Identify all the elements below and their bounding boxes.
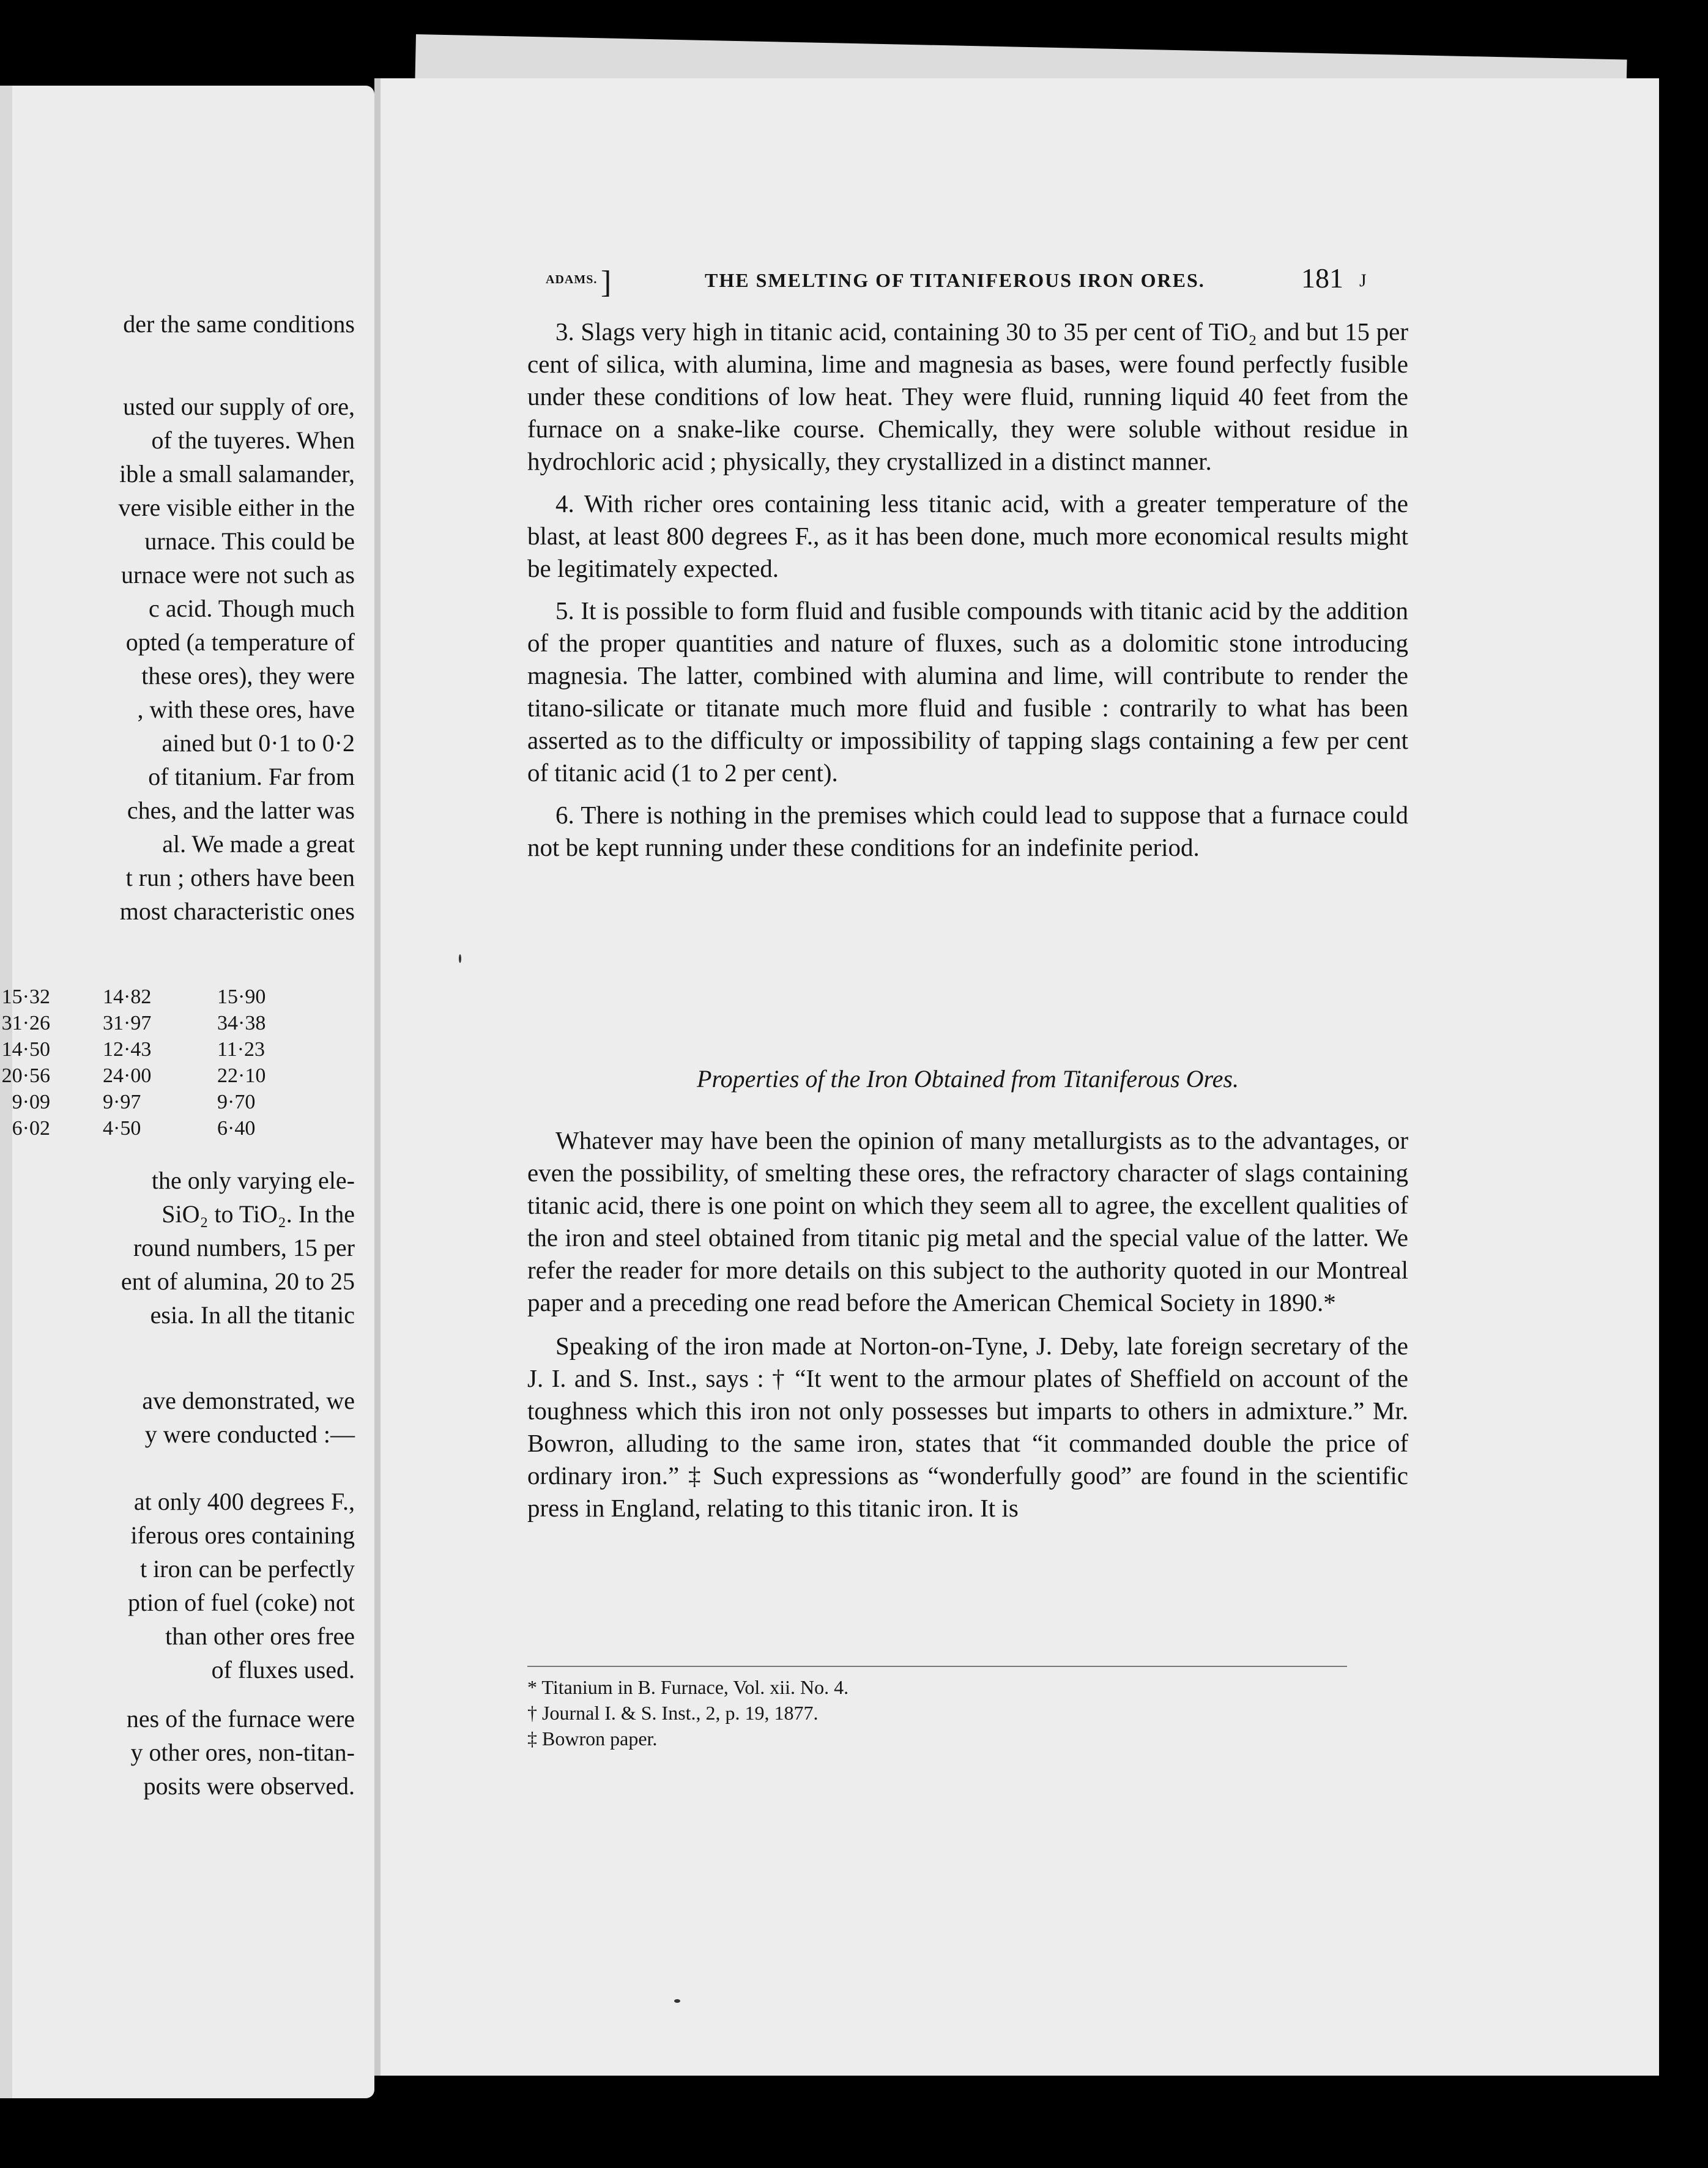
- ink-speck: [674, 1999, 680, 2003]
- left-text-line: , with these ores, have: [137, 696, 355, 723]
- iron-properties-section: [527, 1124, 1408, 1524]
- header-title: THE SMELTING OF TITANIFEROUS IRON ORES.: [705, 269, 1205, 291]
- left-text-line: opted (a temperature of: [125, 628, 355, 656]
- left-text-line: y other ores, non-titan-: [130, 1739, 355, 1766]
- table-cell: 9·97: [103, 1091, 141, 1113]
- section-heading: Properties of the Iron Obtained from Titaniferous Ores.: [697, 1065, 1239, 1093]
- table-cell: 14·82: [103, 986, 152, 1008]
- table-cell: 11·23: [217, 1038, 265, 1061]
- left-text-line: ption of fuel (coke) not: [128, 1589, 355, 1616]
- header-mark: J: [1359, 270, 1367, 291]
- footnote: ‡ Bowron paper.: [527, 1728, 658, 1750]
- header-author: ADAMS.: [546, 273, 598, 286]
- left-text-line: der the same conditions: [123, 310, 355, 338]
- footnote: * Titanium in B. Furnace, Vol. xii. No. 4.: [527, 1676, 849, 1698]
- running-header: [381, 262, 1659, 305]
- left-text-line: the only varying ele-: [151, 1167, 355, 1194]
- table-row: [0, 1011, 294, 1036]
- left-text-line: of the tuyeres. When: [151, 426, 355, 454]
- left-text-line: ent of alumina, 20 to 25: [121, 1268, 355, 1295]
- table-cell: 9·70: [217, 1091, 256, 1113]
- left-text-line: y were conducted :—: [144, 1420, 355, 1448]
- left-text-line: than other ores free: [165, 1622, 355, 1650]
- page-number: 181: [1301, 262, 1343, 294]
- footnote-rule: [527, 1666, 1347, 1667]
- table-cell: 34·38: [217, 1012, 266, 1034]
- table-cell: 31·26: [1, 1012, 50, 1034]
- table-cell: 31·97: [103, 1012, 152, 1034]
- ink-speck: [459, 954, 461, 963]
- paragraph-whatever: Whatever may have been the opinion of many metallurgists as to the advantages, or even the possibility, of smelting these ores, the refractory character of slags containing titanic acid, there is one point on which they seem all to agree, the excellent qualities of the iron and steel obtained from titanic pig metal and the special value of the latter. We refer the reader for more details on this subject to the authority quoted in our Montreal paper and a preceding one read before the American Chemical Society in 1890.*: [527, 1126, 1408, 1316]
- table-cell: 15·32: [1, 986, 50, 1008]
- table-cell: 15·90: [217, 986, 266, 1008]
- left-text-line: ave demonstrated, we: [142, 1387, 355, 1414]
- left-text-line: urnace. This could be: [144, 527, 355, 555]
- table-cell: 20·56: [1, 1064, 50, 1087]
- table-cell: 6·40: [217, 1117, 256, 1140]
- paragraph-speaking: Speaking of the iron made at Norton-on-Tyne, J. Deby, late foreign secretary of the J. I. and S. Inst., says : † “It went to the armour plates of Sheffield on account of the toughness which this iron not only possesses but imparts to others in admixture.” Mr. Bowron, alluding to the same iron, states that “it commanded double the price of ordinary iron.” ‡ Such expressions as “wonderfully good” are found in the scientific press in England, relating to this titanic iron. It is: [527, 1332, 1408, 1522]
- table-row: [0, 985, 294, 1009]
- left-text-line: of titanium. Far from: [148, 763, 355, 790]
- numbered-conclusions: [527, 316, 1408, 864]
- paragraph-5: 5. It is possible to form fluid and fusible compounds with titanic acid by the addition of the proper quantities and nature of fluxes, such as a dolomitic stone introducing magnesia. The latter, combined with alumina and lime, will contribute to render the titano-silicate or titanate much more fluid and fusible : contrarily to what has been asserted as to the difficulty or impossibility of tapping slags containing a few per cent of titanic acid (1 to 2 per cent).: [527, 596, 1408, 787]
- table-row: [0, 1064, 294, 1088]
- paragraph-4: 4. With richer ores containing less titanic acid, with a greater temperature of the blast, at least 800 degrees F., as it has been done, much more economical results might be legitimately expected.: [527, 489, 1408, 582]
- left-text-line: usted our supply of ore,: [123, 393, 355, 420]
- left-text-line: at only 400 degrees F.,: [133, 1488, 355, 1515]
- table-cell: 22·10: [217, 1064, 266, 1087]
- left-text-line: most characteristic ones: [119, 897, 355, 925]
- left-text-line: ches, and the latter was: [127, 796, 355, 824]
- left-text-line: al. We made a great: [162, 830, 355, 858]
- left-text-line: ained but 0·1 to 0·2: [162, 729, 355, 757]
- table-cell: 12·43: [103, 1038, 152, 1061]
- footnote: † Journal I. & S. Inst., 2, p. 19, 1877.: [527, 1702, 819, 1724]
- table-cell: 6·02: [12, 1117, 50, 1140]
- right-page: [374, 78, 1659, 2076]
- table-row: [0, 1116, 294, 1141]
- header-bracket: ]: [601, 265, 612, 300]
- table-cell: 24·00: [103, 1064, 152, 1087]
- paragraph-6: 6. There is nothing in the premises which could lead to suppose that a furnace could not be kept running under these conditions for an indefinite period.: [527, 801, 1408, 861]
- left-text-line: these ores), they were: [141, 662, 355, 689]
- section-heading-wrap: [527, 1064, 1408, 1093]
- left-text-line: t iron can be perfectly: [140, 1555, 355, 1583]
- left-text-line: urnace were not such as: [121, 561, 355, 588]
- table-row: [0, 1090, 294, 1115]
- left-text-line: c acid. Though much: [149, 595, 355, 622]
- left-text-line: SiO₂ to TiO₂. In the: [162, 1200, 355, 1228]
- table-row: [0, 1038, 294, 1062]
- left-text-line: esia. In all the titanic: [150, 1301, 355, 1329]
- left-text-line: iferous ores containing: [130, 1521, 355, 1549]
- left-text-line: vere visible either in the: [118, 494, 355, 521]
- paragraph-3: 3. Slags very high in titanic acid, containing 30 to 35 per cent of TiO₂ and but 15 per cent of silica, with alumina, lime and magnesia as bases, were found perfectly fusible under these conditions of low heat. They were fluid, running liquid 40 feet from the furnace on a snake-like course. Chemically, they were soluble without residue in hydrochloric acid ; physically, they crystallized in a distinct manner.: [527, 317, 1408, 475]
- left-text-line: ible a small salamander,: [119, 460, 355, 488]
- left-text-line: posits were observed.: [143, 1772, 355, 1800]
- left-text-line: t run ; others have been: [125, 864, 355, 891]
- left-text-line: of fluxes used.: [211, 1656, 355, 1684]
- table-cell: 4·50: [103, 1117, 141, 1140]
- left-text-line: round numbers, 15 per: [133, 1234, 355, 1261]
- left-facing-page: [0, 86, 374, 2098]
- footnote-list: [527, 1674, 848, 1751]
- left-text-line: nes of the furnace were: [126, 1705, 355, 1732]
- table-cell: 14·50: [1, 1038, 50, 1061]
- table-cell: 9·09: [12, 1091, 50, 1113]
